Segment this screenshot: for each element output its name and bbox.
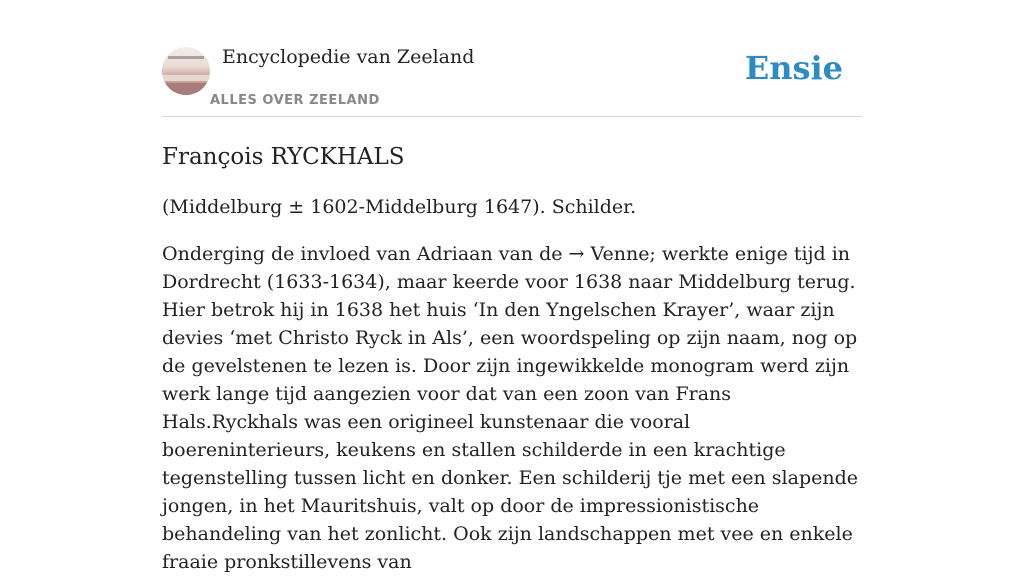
article-lead: (Middelburg ± 1602-Middelburg 1647). Schilder. <box>162 196 637 218</box>
encyclopedia-avatar[interactable] <box>162 47 210 95</box>
page <box>162 0 862 576</box>
article-body: Onderging de invloed van Adriaan van de → Venne; werkte enige tijd in Dordrecht (1633-1634), maar keerde voor 1638 naar Middelburg terug. Hier betrok hij in 1638 het huis ‘In den Yngelschen Krayer’, waar zijn devies ‘met Christo Ryck in Als’, een woordspeling op zijn naam, nog op de gevelstenen te lezen is. Door zijn ingewikkelde monogram werd zijn werk lange tijd aangezien voor dat van een zoon van Frans Hals.Ryckhals was een origineel kunstenaar die vooral boereninterieurs, keukens en stallen schilderde in een krachtige tegenstelling tussen licht en donker. Een schilderij tje met een slapende jongen, in het Mauritshuis, valt op door de impressionistische behandeling van het zonlicht. Ook zijn landschappen met vee en enkele fraaie pronkstillevens van <box>162 243 858 573</box>
encyclopedia-title-link[interactable]: Encyclopedie van Zeeland <box>222 46 475 68</box>
site-header <box>162 0 862 117</box>
article-title: François RYCKHALS <box>162 144 405 170</box>
encyclopedia-tagline: ALLES OVER ZEELAND <box>210 93 380 108</box>
ensie-logo-link[interactable]: Ensie <box>744 49 843 87</box>
